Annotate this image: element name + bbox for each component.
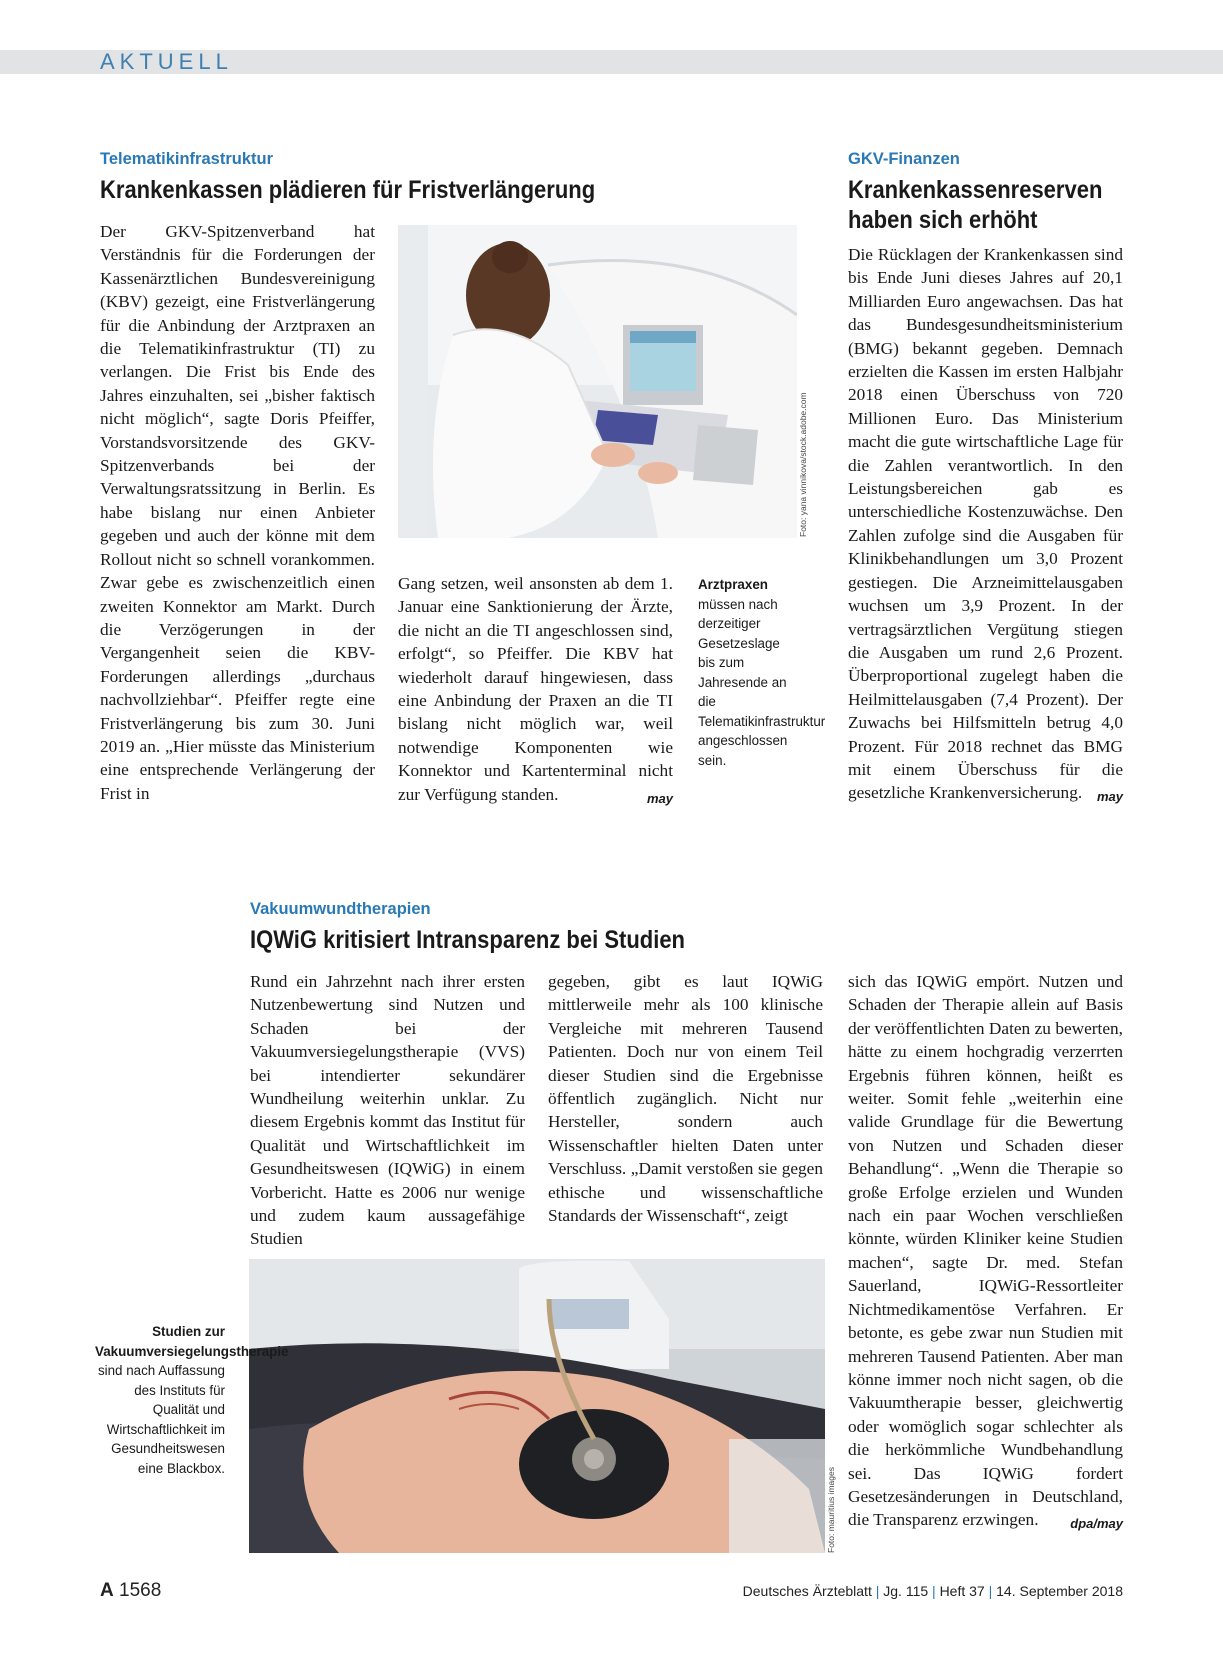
footer-separator: | (988, 1583, 993, 1599)
article2-headline-line2: haben sich erhöht (848, 206, 1038, 234)
article3-kicker: Vakuumwundtherapien (250, 900, 431, 918)
article1-signature: may (646, 790, 673, 806)
photo-receptionist (398, 225, 797, 538)
footer-issue: Heft 37 (939, 1583, 985, 1599)
photo-vacuum-therapy (249, 1259, 825, 1553)
article3-column-3 (848, 970, 1123, 1536)
footer-journal: Deutsches Ärzteblatt (742, 1583, 872, 1599)
footer-date: 14. September 2018 (996, 1583, 1123, 1599)
footer-separator: | (875, 1583, 880, 1599)
article3-caption-bold: Studien zur Vakuumversiegelungstherapie (95, 1324, 289, 1359)
article2-body-text: Die Rücklagen der Krankenkassen sind bis Ende Juni dieses Jahres auf 20,1 Milliarden Euro angewachsen. Das hat das Bundesgesundheitsministerium (BMG) bekannt gegeben. Demnach erzielten die Kassen im ersten Halbjahr 2018 einen Überschuss von 720 Millionen Euro. Das Ministerium macht die gute wirtschaftliche Lage für die Zahlen verantwortlich. In den Leistungsbereichen gab es unterschiedliche Kostenzuwächse. Den Zahlen zufolge sind die Ausgaben für Klinikbehandlungen um 3,0 Prozent gestiegen. Die Arzneimittelausgaben wuchsen um 3,9 Prozent. In der vertragsärztlichen Vergütung stiegen die Ausgaben um rund 2,6 Prozent. Überproportional zugelegt haben die Heilmittelausgaben (7,4 Prozent). Der Zuwachs bei Hilfsmitteln betrug 4,0 Prozent. Für 2018 rechnet das BMG mit einem Überschuss für die gesetzliche Krankenversicherung. (848, 245, 1123, 803)
page-number (100, 1580, 161, 1602)
article1-caption-bold: Arztpraxen (698, 577, 768, 592)
footer-volume: Jg. 115 (883, 1583, 929, 1599)
article3-headline: IQWiG kritisiert Intransparenz bei Studien (250, 926, 685, 954)
footer-issue-info (743, 1583, 1123, 1599)
page-prefix: A (100, 1580, 114, 1601)
article1-caption (698, 575, 826, 770)
article1-headline: Krankenkassen plädieren für Fristverlängerung (100, 176, 596, 204)
article3-caption-text: sind nach Auffassung des Instituts für Qualität und Wirtschaftlichkeit im Gesundheitswesen eine Blackbox. (97, 1363, 225, 1476)
footer-separator: | (932, 1583, 936, 1599)
article3-photo-credit: Foto: mauritius images (826, 1467, 836, 1553)
article2-headline-line1: Krankenkassenreserven (848, 176, 1103, 204)
article1-column-1: Der GKV-Spitzenverband hat Verständnis für die Forderungen der Kassenärztlichen Bundesvereinigung (KBV) gezeigt, eine Fristverlängerung für die Anbindung der Arztpraxen an die Telematikinfrastruktur (TI) zu verlangen. Die Frist bis Ende des Jahres einzuhalten, sei „bisher faktisch nicht möglich“, sagte Doris Pfeiffer, Vorstandsvorsitzende des GKV-Spitzenverbands bei der Verwaltungsratssitzung in Berlin. Es habe bislang nur einen Anbieter gegeben und auch der könne mit dem Rollout nicht so schnell vorankommen. Zwar gebe es zwischenzeitlich einen zweiten Konnektor am Markt. Durch die Verzögerungen in der Vergangenheit seien die KBV-Forderungen allerdings „durchaus nachvollziehbar“. Pfeiffer regte eine Fristverlängerung bis zum 30. Juni 2019 an. „Hier müsste das Ministerium eine entsprechende Verlängerung der Frist in (100, 222, 375, 803)
section-label: AKTUELL (100, 49, 233, 74)
article3-caption (95, 1322, 289, 1478)
article1-kicker: Telematikinfrastruktur (100, 150, 273, 168)
page-number-value: 1568 (119, 1580, 162, 1601)
article1-column-2-text: Gang setzen, weil ansonsten ab dem 1. Januar eine Sanktionierung der Ärzte, die nicht an die TI angeschlossen sind, erfolgt“, so Pfeiffer. Die KBV hat wiederholt darauf hingewiesen, dass eine Anbindung der Praxen an die TI bislang nicht möglich war, weil notwendige Komponenten wie Konnektor und Kartenterminal nicht zur Verfügung standen. (398, 574, 673, 804)
article3-column-2: gegeben, gibt es laut IQWiG mittlerweile mehr als 100 klinische Vergleiche mit mehreren Tausend Patienten. Doch nur von einem Teil dieser Studien sind die Ergebnisse öffentlich zugänglich. Nicht nur Hersteller, sondern auch Wissenschaftler hielten Daten unter Verschluss. „Damit verstoßen sie gegen ethische und wissenschaftliche Standards der Wissenschaft“, zeigt (548, 972, 823, 1226)
article1-column-2 (398, 572, 673, 810)
article3-column-1: Rund ein Jahrzehnt nach ihrer ersten Nutzenbewertung sind Nutzen und Schaden bei der Vakuumversiegelungstherapie (VVS) bei intendierter sekundärer Wundheilung weiterhin unklar. Zu diesem Ergebnis kommt das Institut für Qualität und Wirtschaftlichkeit im Gesundheitswesen (IQWiG) in einem Vorbericht. Hatte es 2006 nur wenige und zudem kaum aussagefähige Studien (250, 972, 525, 1249)
article3-signature: dpa/may (1070, 1516, 1123, 1532)
article2-body (848, 243, 1123, 809)
article3-column-3-text: sich das IQWiG empört. Nutzen und Schaden der Therapie allein auf Basis der veröffentlichten Daten zu bewerten, hätte zu einem hochgradig verzerrten Ergebnis führen können, heißt es weiter. Somit fehle „weiterhin eine valide Grundlage für die Bewertung von Nutzen und Schaden dieser Behandlung“. „Wenn die Therapie so große Erfolge erzielen und Wunden nach ein paar Wochen verschließen könnte, würden Kliniker keine Studien machen“, sagte Dr. med. Stefan Sauerland, IQWiG-Ressortleiter Nichtmedikamentöse Verfahren. Er betonte, es gebe zwar nun Studien mit mehreren Tausend Patienten. Aber man könne immer noch nicht sagen, ob die Vakuumtherapie besser, gleichwertig oder womöglich sogar schlechter als die herkömmliche Wundbehandlung sei. Das IQWiG fordert Gesetzesänderungen in Deutschland, die Transparenz erzwingen. (848, 972, 1123, 1530)
article2-signature: may (1096, 789, 1123, 805)
article1-photo-credit: Foto: yana vinnikova/stock.adobe.com (798, 392, 808, 537)
article1-caption-text: müssen nach derzeitiger Gesetzeslage bis zum Jahresende an die Telematikinfrastruktur angeschlossen sein. (698, 596, 826, 768)
article2-kicker: GKV-Finanzen (848, 150, 960, 168)
